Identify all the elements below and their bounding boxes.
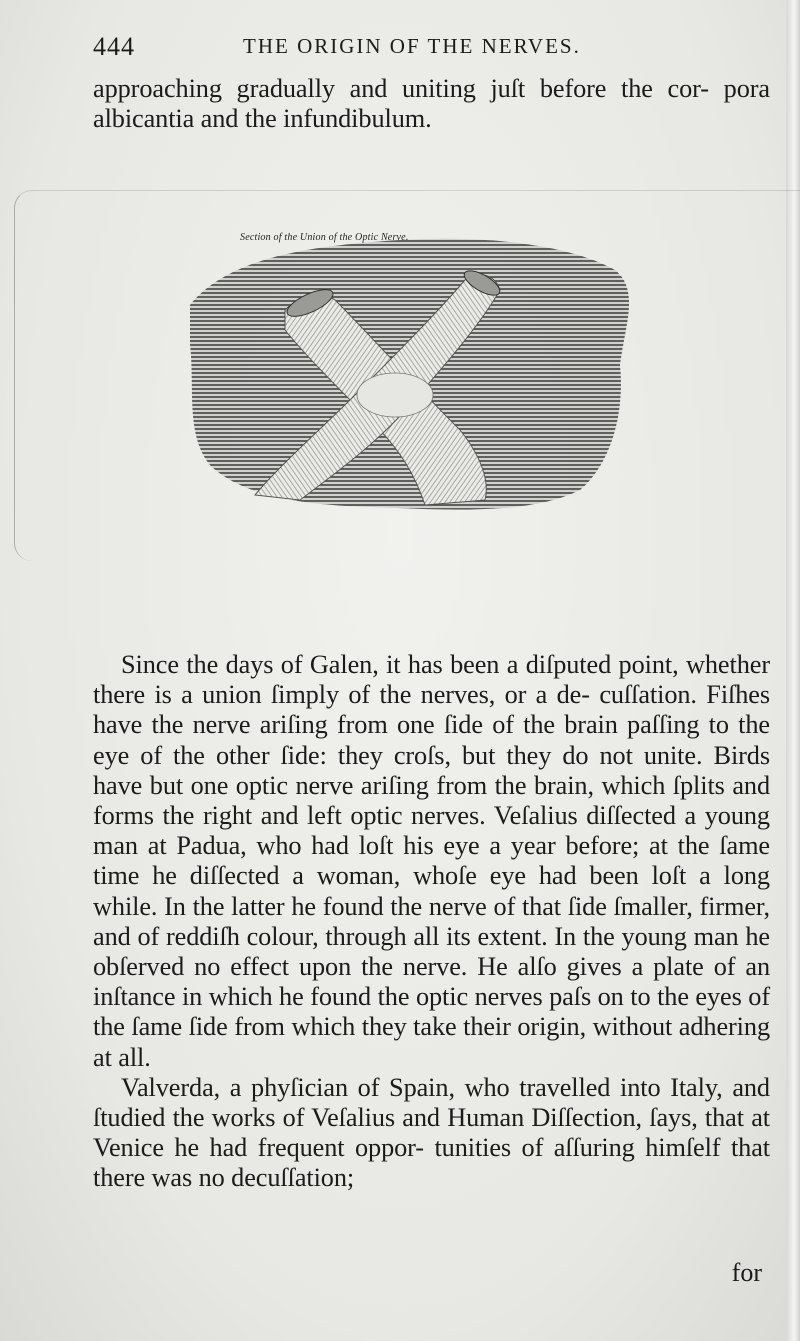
text-line: Since the days of Galen, it has been a diſputed point, — [121, 650, 679, 679]
text-line: approaching gradually and uniting juſt before the cor- — [93, 74, 709, 103]
page-number: 444 — [93, 32, 135, 61]
text-paragraph — [93, 1073, 770, 1194]
text-line: pora albicantia and the infundibulum. — [93, 74, 770, 134]
page-header — [93, 30, 770, 66]
text-line: tunities of aſſuring himſelf that there was no decuſſation; — [93, 1133, 770, 1193]
body-text — [93, 650, 770, 1194]
text-line: Valverda, a phyſician of Spain, who travelled into — [121, 1072, 661, 1102]
optic-nerve-engraving — [170, 215, 640, 535]
text-line: of that ſide ſmaller, firmer, and of reddiſh colour, — [93, 891, 770, 951]
text-line: inſtance in which he found the optic nerves paſs on to — [93, 982, 651, 1012]
text-paragraph — [93, 74, 770, 134]
text-line: of the brain paſſing to the eye of the other ſide: they — [93, 710, 770, 770]
text-line: the ſame time he diſſected a woman, whoſe eye had — [93, 831, 771, 891]
figure-caption: Section of the Union of the Optic Nerve. — [240, 232, 409, 243]
text-paragraph — [93, 650, 770, 1073]
text-line: origin, without adhering at all. — [93, 1012, 770, 1072]
text-line: been loſt a long while. In the latter he found the nerve — [93, 861, 770, 921]
text-line: Diſſection, ſays, that at Venice he had frequent oppor- — [93, 1103, 770, 1163]
top-text — [93, 74, 770, 134]
text-line: no effect upon the nerve. He alſo gives a plate of an — [194, 952, 770, 982]
text-line: through all its extent. In the young man he obſerved — [93, 921, 770, 982]
catchword: for — [731, 1258, 762, 1287]
text-line: whether there is a union ſimply of the nerves, or a de- — [93, 650, 770, 710]
text-line: croſs, but they do not unite. Birds have but one optic — [93, 740, 770, 800]
text-line: man at Padua, who had loſt his eye a year before; at — [93, 831, 668, 861]
text-line: the eyes of the ſame ſide from which they take their — [93, 982, 770, 1042]
running-head: THE ORIGIN OF THE NERVES. — [243, 34, 581, 58]
text-line: right and left optic nerves. Veſalius diſſected a young — [202, 801, 770, 831]
text-line: cuſſation. Fiſhes have the nerve ariſing from one ſide — [93, 680, 770, 740]
text-line: nerve ariſing from the brain, which ſplits and forms the — [93, 770, 770, 831]
text-line: Italy, and ſtudied the works of Veſalius and Human — [93, 1072, 770, 1133]
optic-chiasm-illustration — [170, 215, 640, 535]
